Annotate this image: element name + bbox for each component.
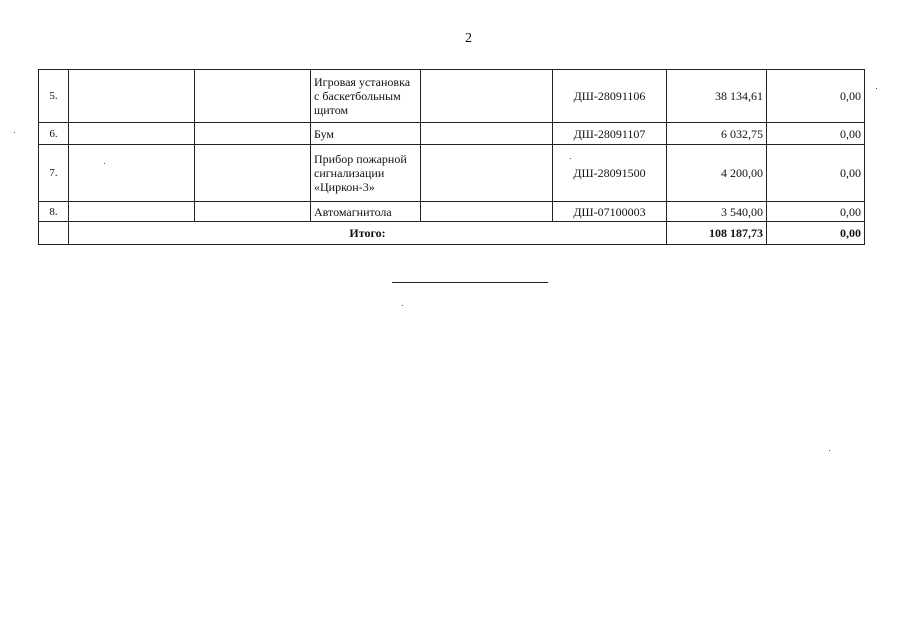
empty-cell [195, 123, 311, 145]
residual-value: 0,00 [767, 202, 865, 222]
total-row [39, 222, 865, 245]
item-name: Прибор пожарной сигнализации «Циркон-3» [311, 145, 421, 202]
asset-table [38, 69, 865, 245]
residual-value: 0,00 [767, 145, 865, 202]
empty-cell [69, 70, 195, 123]
empty-cell [69, 145, 195, 202]
table-row [39, 145, 865, 202]
inventory-code: ДШ-07100003 [553, 202, 667, 222]
table-row [39, 202, 865, 222]
total-residual-value: 0,00 [767, 222, 865, 245]
empty-cell [421, 202, 553, 222]
item-name: Бум [311, 123, 421, 145]
inventory-code: ДШ-28091500 [553, 145, 667, 202]
row-number: 6. [39, 123, 69, 145]
row-number: 7. [39, 145, 69, 202]
book-value: 6 032,75 [667, 123, 767, 145]
row-number: 8. [39, 202, 69, 222]
book-value: 38 134,61 [667, 70, 767, 123]
row-number: 5. [39, 70, 69, 123]
table-row [39, 70, 865, 123]
empty-cell [195, 145, 311, 202]
scan-speck [402, 305, 403, 306]
scan-speck [876, 88, 877, 89]
inventory-code: ДШ-28091106 [553, 70, 667, 123]
empty-cell [421, 123, 553, 145]
total-book-value: 108 187,73 [667, 222, 767, 245]
book-value: 3 540,00 [667, 202, 767, 222]
item-name: Автомагнитола [311, 202, 421, 222]
empty-cell [69, 123, 195, 145]
empty-cell [195, 70, 311, 123]
inventory-code: ДШ-28091107 [553, 123, 667, 145]
scan-speck [14, 132, 15, 133]
table-row [39, 123, 865, 145]
empty-cell [195, 202, 311, 222]
book-value: 4 200,00 [667, 145, 767, 202]
page-number: 2 [465, 31, 472, 46]
item-name: Игровая установка с баскетбольным щитом [311, 70, 421, 123]
total-label: Итого: [69, 222, 667, 245]
separator-line [392, 282, 548, 283]
empty-cell [421, 70, 553, 123]
residual-value: 0,00 [767, 123, 865, 145]
residual-value: 0,00 [767, 70, 865, 123]
empty-cell [421, 145, 553, 202]
scan-speck [570, 158, 571, 159]
scan-speck [829, 450, 830, 451]
empty-cell [39, 222, 69, 245]
scan-speck [104, 163, 105, 164]
empty-cell [69, 202, 195, 222]
